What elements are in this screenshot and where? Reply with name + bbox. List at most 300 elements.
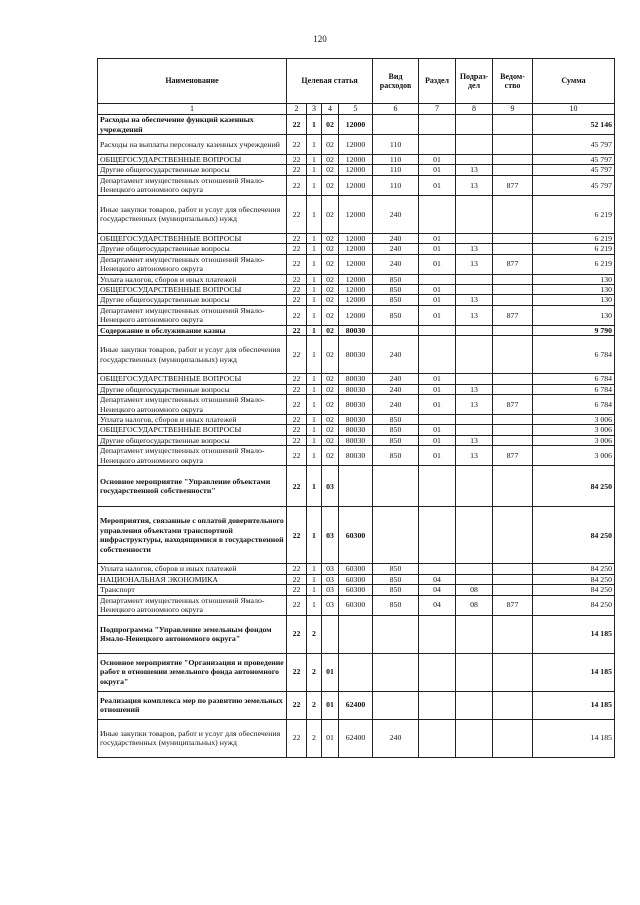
row-department	[493, 195, 533, 233]
table-row	[98, 435, 615, 445]
row-subprogram: 1	[307, 155, 322, 165]
row-activity: 01	[322, 653, 339, 691]
row-subsection	[456, 425, 493, 435]
row-sum: 14 185	[533, 615, 615, 653]
row-direction: 12000	[339, 165, 373, 175]
row-expense-type: 240	[373, 384, 419, 394]
row-direction: 12000	[339, 244, 373, 254]
row-section	[419, 507, 456, 564]
index-cell: 10	[533, 104, 615, 115]
row-section	[419, 336, 456, 374]
row-subprogram: 1	[307, 585, 322, 595]
row-section	[419, 195, 456, 233]
row-expense-type	[373, 115, 419, 135]
row-sum: 6 219	[533, 233, 615, 243]
row-name: Департамент имущественных отношений Ямало-Ненецкого автономного округа	[98, 446, 287, 466]
row-name: Другие общегосударственные вопросы	[98, 295, 287, 305]
row-expense-type: 240	[373, 195, 419, 233]
row-name: Содержание и обслуживание казны	[98, 325, 287, 335]
row-subprogram: 1	[307, 507, 322, 564]
row-activity: 02	[322, 446, 339, 466]
row-expense-type: 850	[373, 446, 419, 466]
row-subprogram: 1	[307, 395, 322, 415]
header-section: Раздел	[419, 59, 456, 104]
row-sum: 14 185	[533, 691, 615, 719]
row-subprogram: 1	[307, 564, 322, 574]
row-sum: 6 784	[533, 374, 615, 384]
row-department	[493, 585, 533, 595]
row-department	[493, 564, 533, 574]
row-expense-type: 850	[373, 585, 419, 595]
row-sum: 84 250	[533, 564, 615, 574]
table-row	[98, 274, 615, 284]
header-subsection: Подраз-дел	[456, 59, 493, 104]
row-department	[493, 285, 533, 295]
header-name: Наименование	[98, 59, 287, 104]
row-department	[493, 466, 533, 507]
table-body	[98, 115, 615, 758]
row-program: 22	[287, 285, 307, 295]
row-subprogram: 1	[307, 435, 322, 445]
row-direction: 60300	[339, 595, 373, 615]
row-section: 04	[419, 585, 456, 595]
row-subprogram: 1	[307, 285, 322, 295]
row-expense-type: 850	[373, 305, 419, 325]
row-direction	[339, 615, 373, 653]
row-sum: 14 185	[533, 719, 615, 757]
row-department	[493, 615, 533, 653]
row-program: 22	[287, 384, 307, 394]
table-row	[98, 595, 615, 615]
row-direction: 12000	[339, 285, 373, 295]
row-activity: 02	[322, 425, 339, 435]
row-name: Подпрограмма "Управление земельным фондом Ямало-Ненецкого автономного округа"	[98, 615, 287, 653]
row-section	[419, 653, 456, 691]
row-subsection: 13	[456, 175, 493, 195]
table-row	[98, 135, 615, 155]
row-sum: 130	[533, 285, 615, 295]
row-subsection: 08	[456, 595, 493, 615]
row-subsection: 13	[456, 384, 493, 394]
row-direction: 80030	[339, 395, 373, 415]
row-subsection	[456, 336, 493, 374]
row-direction: 12000	[339, 233, 373, 243]
row-name: Департамент имущественных отношений Ямало-Ненецкого автономного округа	[98, 305, 287, 325]
table-row	[98, 336, 615, 374]
row-section	[419, 719, 456, 757]
row-sum: 6 784	[533, 336, 615, 374]
row-sum: 6 784	[533, 395, 615, 415]
row-department: 877	[493, 175, 533, 195]
row-subsection	[456, 155, 493, 165]
row-direction: 80030	[339, 435, 373, 445]
row-name: Иные закупки товаров, работ и услуг для обеспечения государственных (муниципальных) нужд	[98, 336, 287, 374]
row-section: 01	[419, 254, 456, 274]
row-expense-type: 110	[373, 175, 419, 195]
row-sum: 52 146	[533, 115, 615, 135]
row-sum: 130	[533, 274, 615, 284]
row-program: 22	[287, 435, 307, 445]
row-expense-type: 850	[373, 435, 419, 445]
row-subsection: 13	[456, 254, 493, 274]
row-program: 22	[287, 507, 307, 564]
row-program: 22	[287, 305, 307, 325]
row-subsection	[456, 135, 493, 155]
table-row	[98, 295, 615, 305]
row-subprogram: 1	[307, 244, 322, 254]
row-subprogram: 1	[307, 415, 322, 425]
row-section	[419, 115, 456, 135]
row-subprogram: 1	[307, 574, 322, 584]
row-program: 22	[287, 585, 307, 595]
table-row	[98, 653, 615, 691]
row-department	[493, 374, 533, 384]
row-program: 22	[287, 719, 307, 757]
row-expense-type: 850	[373, 574, 419, 584]
index-cell: 4	[322, 104, 339, 115]
row-department	[493, 507, 533, 564]
row-program: 22	[287, 653, 307, 691]
row-subsection	[456, 415, 493, 425]
row-activity: 01	[322, 719, 339, 757]
row-section: 01	[419, 295, 456, 305]
table-row	[98, 415, 615, 425]
row-department	[493, 653, 533, 691]
row-subprogram: 1	[307, 115, 322, 135]
row-sum: 3 006	[533, 446, 615, 466]
row-direction: 12000	[339, 175, 373, 195]
row-section: 01	[419, 435, 456, 445]
row-activity: 02	[322, 254, 339, 274]
row-name: Иные закупки товаров, работ и услуг для обеспечения государственных (муниципальных) нужд	[98, 195, 287, 233]
row-section	[419, 274, 456, 284]
row-department	[493, 384, 533, 394]
row-program: 22	[287, 155, 307, 165]
row-section	[419, 691, 456, 719]
row-expense-type: 850	[373, 415, 419, 425]
row-program: 22	[287, 395, 307, 415]
row-sum: 130	[533, 295, 615, 305]
row-program: 22	[287, 466, 307, 507]
header-sum: Сумма	[533, 59, 615, 104]
row-activity: 02	[322, 336, 339, 374]
row-subprogram: 1	[307, 305, 322, 325]
row-subsection	[456, 615, 493, 653]
row-expense-type: 850	[373, 285, 419, 295]
row-program: 22	[287, 175, 307, 195]
row-activity: 02	[322, 384, 339, 394]
table-row	[98, 691, 615, 719]
row-subsection	[456, 285, 493, 295]
row-department	[493, 233, 533, 243]
row-program: 22	[287, 691, 307, 719]
row-expense-type	[373, 466, 419, 507]
row-section	[419, 325, 456, 335]
row-expense-type: 110	[373, 165, 419, 175]
row-name: ОБЩЕГОСУДАРСТВЕННЫЕ ВОПРОСЫ	[98, 374, 287, 384]
row-name: Уплата налогов, сборов и иных платежей	[98, 274, 287, 284]
row-subsection: 13	[456, 435, 493, 445]
row-name: Иные закупки товаров, работ и услуг для обеспечения государственных (муниципальных) нужд	[98, 719, 287, 757]
row-name: НАЦИОНАЛЬНАЯ ЭКОНОМИКА	[98, 574, 287, 584]
row-subsection: 13	[456, 244, 493, 254]
row-sum: 45 797	[533, 175, 615, 195]
row-department: 877	[493, 254, 533, 274]
row-activity: 02	[322, 115, 339, 135]
row-direction: 12000	[339, 115, 373, 135]
row-activity: 02	[322, 274, 339, 284]
row-department	[493, 719, 533, 757]
table-row	[98, 466, 615, 507]
row-direction: 80030	[339, 336, 373, 374]
row-direction: 12000	[339, 305, 373, 325]
row-activity: 02	[322, 244, 339, 254]
row-section: 01	[419, 285, 456, 295]
row-subsection	[456, 564, 493, 574]
row-activity: 01	[322, 691, 339, 719]
row-direction: 80030	[339, 425, 373, 435]
row-program: 22	[287, 374, 307, 384]
header-expense-type: Вид расходов	[373, 59, 419, 104]
row-name: Департамент имущественных отношений Ямало-Ненецкого автономного округа	[98, 175, 287, 195]
index-cell: 5	[339, 104, 373, 115]
row-subsection: 13	[456, 395, 493, 415]
row-name: Департамент имущественных отношений Ямало-Ненецкого автономного округа	[98, 254, 287, 274]
row-department: 877	[493, 305, 533, 325]
row-subsection	[456, 233, 493, 243]
row-subsection	[456, 374, 493, 384]
table-row	[98, 165, 615, 175]
row-subsection: 08	[456, 585, 493, 595]
row-direction: 60300	[339, 507, 373, 564]
row-program: 22	[287, 233, 307, 243]
row-activity: 03	[322, 574, 339, 584]
row-sum: 130	[533, 305, 615, 325]
row-section	[419, 615, 456, 653]
table-row	[98, 254, 615, 274]
table-row	[98, 175, 615, 195]
row-department: 877	[493, 446, 533, 466]
table-row	[98, 244, 615, 254]
row-department: 877	[493, 595, 533, 615]
row-subsection	[456, 274, 493, 284]
index-cell: 2	[287, 104, 307, 115]
row-expense-type: 240	[373, 336, 419, 374]
row-subprogram: 2	[307, 653, 322, 691]
row-department	[493, 274, 533, 284]
row-subprogram: 1	[307, 175, 322, 195]
row-subprogram: 2	[307, 691, 322, 719]
page-number: 120	[313, 34, 327, 44]
row-name: Другие общегосударственные вопросы	[98, 384, 287, 394]
row-section: 01	[419, 233, 456, 243]
row-sum: 3 006	[533, 435, 615, 445]
row-sum: 84 250	[533, 507, 615, 564]
row-name: Основное мероприятие "Управление объектами государственной собственности"	[98, 466, 287, 507]
row-activity: 02	[322, 295, 339, 305]
row-activity: 02	[322, 305, 339, 325]
row-program: 22	[287, 564, 307, 574]
row-sum: 6 219	[533, 195, 615, 233]
row-name: ОБЩЕГОСУДАРСТВЕННЫЕ ВОПРОСЫ	[98, 233, 287, 243]
row-department	[493, 155, 533, 165]
row-subprogram: 1	[307, 195, 322, 233]
row-activity: 02	[322, 285, 339, 295]
row-direction: 60300	[339, 574, 373, 584]
row-sum: 9 790	[533, 325, 615, 335]
row-direction: 12000	[339, 295, 373, 305]
row-department	[493, 244, 533, 254]
row-activity: 02	[322, 175, 339, 195]
row-subsection	[456, 719, 493, 757]
header-department: Ведом-ство	[493, 59, 533, 104]
row-expense-type: 240	[373, 233, 419, 243]
row-department	[493, 165, 533, 175]
row-expense-type: 850	[373, 274, 419, 284]
row-expense-type	[373, 615, 419, 653]
row-program: 22	[287, 115, 307, 135]
row-direction	[339, 466, 373, 507]
row-subprogram: 1	[307, 274, 322, 284]
row-expense-type: 850	[373, 595, 419, 615]
row-program: 22	[287, 135, 307, 155]
index-cell: 1	[98, 104, 287, 115]
table-row	[98, 564, 615, 574]
row-expense-type: 240	[373, 254, 419, 274]
row-activity: 02	[322, 135, 339, 155]
table-row	[98, 115, 615, 135]
row-program: 22	[287, 446, 307, 466]
row-expense-type	[373, 325, 419, 335]
row-subsection: 13	[456, 446, 493, 466]
row-name: Мероприятия, связанные с оплатой доверительного управления объектами транспортной инфраструктуры, находящимися в государственной собственности	[98, 507, 287, 564]
row-activity: 02	[322, 395, 339, 415]
row-department	[493, 691, 533, 719]
row-expense-type: 240	[373, 244, 419, 254]
row-subprogram: 1	[307, 466, 322, 507]
table-row	[98, 719, 615, 757]
row-activity: 02	[322, 155, 339, 165]
row-subprogram: 1	[307, 295, 322, 305]
row-activity: 02	[322, 195, 339, 233]
row-activity: 03	[322, 564, 339, 574]
row-section: 01	[419, 244, 456, 254]
row-expense-type: 240	[373, 374, 419, 384]
row-program: 22	[287, 195, 307, 233]
row-name: Другие общегосударственные вопросы	[98, 165, 287, 175]
row-subprogram: 1	[307, 374, 322, 384]
row-subprogram: 1	[307, 135, 322, 155]
table-row	[98, 615, 615, 653]
table-row	[98, 285, 615, 295]
row-direction	[339, 653, 373, 691]
row-expense-type	[373, 653, 419, 691]
row-section: 01	[419, 374, 456, 384]
row-subsection	[456, 115, 493, 135]
row-program: 22	[287, 165, 307, 175]
row-direction: 12000	[339, 195, 373, 233]
row-department	[493, 135, 533, 155]
row-subsection	[456, 325, 493, 335]
row-direction: 80030	[339, 374, 373, 384]
row-name: Департамент имущественных отношений Ямало-Ненецкого автономного округа	[98, 595, 287, 615]
row-subprogram: 2	[307, 615, 322, 653]
row-name: Уплата налогов, сборов и иных платежей	[98, 564, 287, 574]
row-name: Расходы на обеспечение функций казенных учреждений	[98, 115, 287, 135]
table-row	[98, 374, 615, 384]
index-cell: 7	[419, 104, 456, 115]
row-subprogram: 1	[307, 446, 322, 466]
row-department	[493, 574, 533, 584]
row-section: 01	[419, 395, 456, 415]
row-direction: 12000	[339, 135, 373, 155]
table-row	[98, 395, 615, 415]
row-sum: 14 185	[533, 653, 615, 691]
row-expense-type: 850	[373, 564, 419, 574]
row-expense-type: 850	[373, 295, 419, 305]
row-name: Основное мероприятие "Организация и проведение работ в отношении земельного фонда автономного округа"	[98, 653, 287, 691]
row-section	[419, 466, 456, 507]
row-program: 22	[287, 244, 307, 254]
row-section: 04	[419, 595, 456, 615]
row-expense-type: 240	[373, 719, 419, 757]
row-direction: 80030	[339, 446, 373, 466]
row-activity: 02	[322, 374, 339, 384]
row-activity: 02	[322, 415, 339, 425]
row-direction: 80030	[339, 384, 373, 394]
row-direction: 62400	[339, 691, 373, 719]
row-direction: 80030	[339, 325, 373, 335]
row-subprogram: 2	[307, 719, 322, 757]
row-activity: 02	[322, 233, 339, 243]
row-name: Департамент имущественных отношений Ямало-Ненецкого автономного округа	[98, 395, 287, 415]
row-sum: 84 250	[533, 585, 615, 595]
index-row	[98, 104, 615, 115]
row-direction: 80030	[339, 415, 373, 425]
row-subprogram: 1	[307, 425, 322, 435]
row-program: 22	[287, 274, 307, 284]
row-department	[493, 115, 533, 135]
table-row	[98, 233, 615, 243]
table-row	[98, 305, 615, 325]
row-activity	[322, 615, 339, 653]
index-cell: 8	[456, 104, 493, 115]
index-cell: 6	[373, 104, 419, 115]
budget-table	[97, 58, 615, 758]
row-department	[493, 295, 533, 305]
row-program: 22	[287, 425, 307, 435]
row-section: 01	[419, 155, 456, 165]
row-subsection	[456, 691, 493, 719]
row-activity: 03	[322, 595, 339, 615]
row-expense-type: 240	[373, 395, 419, 415]
row-section: 01	[419, 446, 456, 466]
table-row	[98, 574, 615, 584]
row-direction: 12000	[339, 155, 373, 165]
row-expense-type	[373, 691, 419, 719]
row-program: 22	[287, 574, 307, 584]
row-subsection	[456, 195, 493, 233]
table-row	[98, 585, 615, 595]
row-section: 01	[419, 384, 456, 394]
row-direction: 12000	[339, 254, 373, 274]
row-direction: 62400	[339, 719, 373, 757]
table-header	[98, 59, 615, 115]
row-sum: 6 219	[533, 244, 615, 254]
row-activity: 03	[322, 507, 339, 564]
row-expense-type	[373, 507, 419, 564]
table-row	[98, 384, 615, 394]
